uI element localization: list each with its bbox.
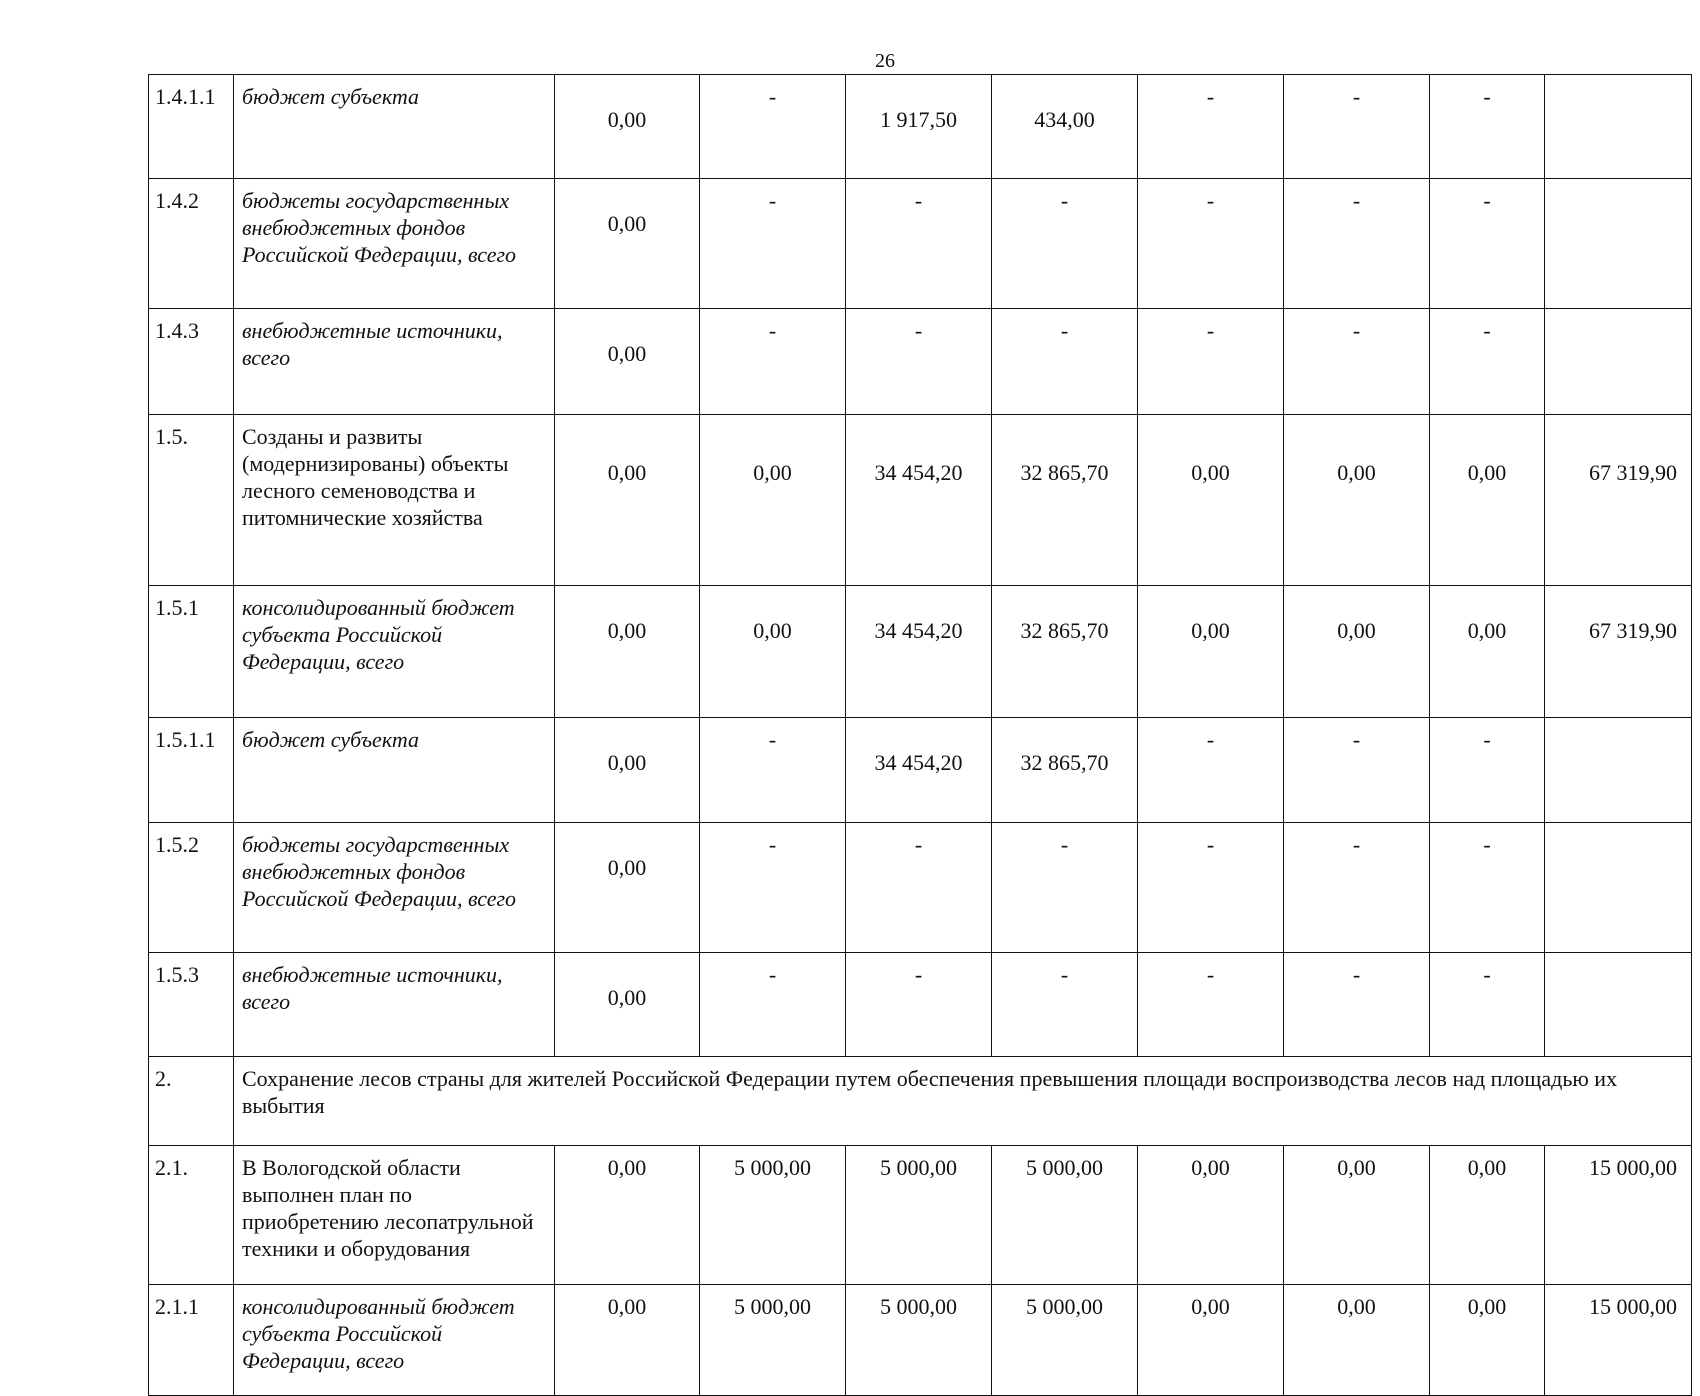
- value-cell: 0,00: [555, 1285, 700, 1396]
- value-cell: -: [992, 953, 1138, 1057]
- value-cell: [1545, 75, 1692, 179]
- value-cell: -: [992, 179, 1138, 309]
- value-cell: [1545, 823, 1692, 953]
- value-cell: -: [1284, 75, 1430, 179]
- row-description: консолидированный бюджет субъекта Российской Федерации, всего: [234, 1285, 555, 1396]
- section-title: Сохранение лесов страны для жителей Российской Федерации путем обеспечения превышения площади воспроизводства лесов над площадью их выбытия: [234, 1057, 1692, 1146]
- value-cell: 0,00: [555, 309, 700, 415]
- value-cell: 67 319,90: [1545, 586, 1692, 718]
- value-cell: [1545, 953, 1692, 1057]
- table-row: [149, 309, 1692, 415]
- value-cell: [1545, 179, 1692, 309]
- value-cell: -: [1138, 823, 1284, 953]
- value-cell: -: [1430, 823, 1545, 953]
- row-number: 2.1.: [149, 1146, 234, 1285]
- row-description: внебюджетные источники, всего: [234, 953, 555, 1057]
- value-cell: -: [1430, 75, 1545, 179]
- value-cell: -: [700, 75, 846, 179]
- value-cell: 32 865,70: [992, 586, 1138, 718]
- table-row: [149, 586, 1692, 718]
- value-cell: 0,00: [1430, 415, 1545, 586]
- value-cell: 0,00: [1430, 586, 1545, 718]
- row-number: 1.5.1.1: [149, 718, 234, 823]
- value-cell: 0,00: [555, 586, 700, 718]
- row-number: 1.5.3: [149, 953, 234, 1057]
- value-cell: 0,00: [1284, 1146, 1430, 1285]
- value-cell: -: [1138, 179, 1284, 309]
- row-number: 1.5.1: [149, 586, 234, 718]
- value-cell: -: [846, 953, 992, 1057]
- table-row: [149, 1285, 1692, 1396]
- row-number: 1.5.2: [149, 823, 234, 953]
- table-row: [149, 415, 1692, 586]
- budget-table: [148, 74, 1692, 1396]
- value-cell: 0,00: [1284, 1285, 1430, 1396]
- value-cell: -: [1430, 718, 1545, 823]
- value-cell: 34 454,20: [846, 586, 992, 718]
- value-cell: 0,00: [555, 718, 700, 823]
- value-cell: -: [700, 179, 846, 309]
- value-cell: 5 000,00: [992, 1146, 1138, 1285]
- row-number: 1.4.1.1: [149, 75, 234, 179]
- value-cell: 67 319,90: [1545, 415, 1692, 586]
- row-description: В Вологодской области выполнен план по приобретению лесопатрульной техники и оборудования: [234, 1146, 555, 1285]
- value-cell: 434,00: [992, 75, 1138, 179]
- value-cell: -: [700, 309, 846, 415]
- value-cell: 32 865,70: [992, 415, 1138, 586]
- table-row: [149, 1146, 1692, 1285]
- row-description: бюджет субъекта: [234, 75, 555, 179]
- value-cell: 0,00: [555, 1146, 700, 1285]
- value-cell: -: [1430, 953, 1545, 1057]
- value-cell: -: [1138, 309, 1284, 415]
- value-cell: 0,00: [1138, 1146, 1284, 1285]
- value-cell: 0,00: [1138, 586, 1284, 718]
- value-cell: 0,00: [1138, 1285, 1284, 1396]
- value-cell: 0,00: [1284, 415, 1430, 586]
- value-cell: -: [1138, 75, 1284, 179]
- value-cell: 0,00: [700, 415, 846, 586]
- value-cell: 0,00: [700, 586, 846, 718]
- row-description: бюджеты государственных внебюджетных фондов Российской Федерации, всего: [234, 823, 555, 953]
- value-cell: 34 454,20: [846, 718, 992, 823]
- table-row: [149, 179, 1692, 309]
- value-cell: -: [1284, 823, 1430, 953]
- row-number: 2.1.1: [149, 1285, 234, 1396]
- value-cell: 34 454,20: [846, 415, 992, 586]
- section-number: 2.: [149, 1057, 234, 1146]
- value-cell: -: [846, 823, 992, 953]
- value-cell: 5 000,00: [846, 1146, 992, 1285]
- value-cell: -: [1430, 179, 1545, 309]
- value-cell: 0,00: [1138, 415, 1284, 586]
- value-cell: 0,00: [555, 75, 700, 179]
- value-cell: 5 000,00: [700, 1146, 846, 1285]
- value-cell: -: [1284, 179, 1430, 309]
- page-number: 26: [875, 50, 895, 72]
- value-cell: -: [700, 718, 846, 823]
- row-description: бюджет субъекта: [234, 718, 555, 823]
- value-cell: 32 865,70: [992, 718, 1138, 823]
- row-number: 1.5.: [149, 415, 234, 586]
- value-cell: -: [1430, 309, 1545, 415]
- value-cell: 15 000,00: [1545, 1285, 1692, 1396]
- value-cell: [1545, 309, 1692, 415]
- row-description: бюджеты государственных внебюджетных фондов Российской Федерации, всего: [234, 179, 555, 309]
- value-cell: 0,00: [555, 415, 700, 586]
- value-cell: 0,00: [555, 823, 700, 953]
- table-row: [149, 75, 1692, 179]
- value-cell: 1 917,50: [846, 75, 992, 179]
- value-cell: 0,00: [555, 179, 700, 309]
- value-cell: 0,00: [1284, 586, 1430, 718]
- value-cell: -: [700, 953, 846, 1057]
- table-row: [149, 718, 1692, 823]
- row-number: 1.4.3: [149, 309, 234, 415]
- value-cell: -: [846, 309, 992, 415]
- row-number: 1.4.2: [149, 179, 234, 309]
- value-cell: 0,00: [1430, 1146, 1545, 1285]
- table-row: [149, 823, 1692, 953]
- table-row: [149, 953, 1692, 1057]
- section-row: [149, 1057, 1692, 1146]
- value-cell: 5 000,00: [992, 1285, 1138, 1396]
- value-cell: 5 000,00: [700, 1285, 846, 1396]
- value-cell: -: [1138, 718, 1284, 823]
- value-cell: -: [846, 179, 992, 309]
- value-cell: 0,00: [1430, 1285, 1545, 1396]
- value-cell: -: [1284, 953, 1430, 1057]
- row-description: внебюджетные источники, всего: [234, 309, 555, 415]
- value-cell: -: [1284, 309, 1430, 415]
- value-cell: 5 000,00: [846, 1285, 992, 1396]
- value-cell: -: [992, 309, 1138, 415]
- value-cell: -: [992, 823, 1138, 953]
- row-description: консолидированный бюджет субъекта Российской Федерации, всего: [234, 586, 555, 718]
- value-cell: -: [700, 823, 846, 953]
- value-cell: 15 000,00: [1545, 1146, 1692, 1285]
- row-description: Созданы и развиты (модернизированы) объекты лесного семеноводства и питомнические хозяйства: [234, 415, 555, 586]
- value-cell: [1545, 718, 1692, 823]
- value-cell: -: [1284, 718, 1430, 823]
- value-cell: 0,00: [555, 953, 700, 1057]
- value-cell: -: [1138, 953, 1284, 1057]
